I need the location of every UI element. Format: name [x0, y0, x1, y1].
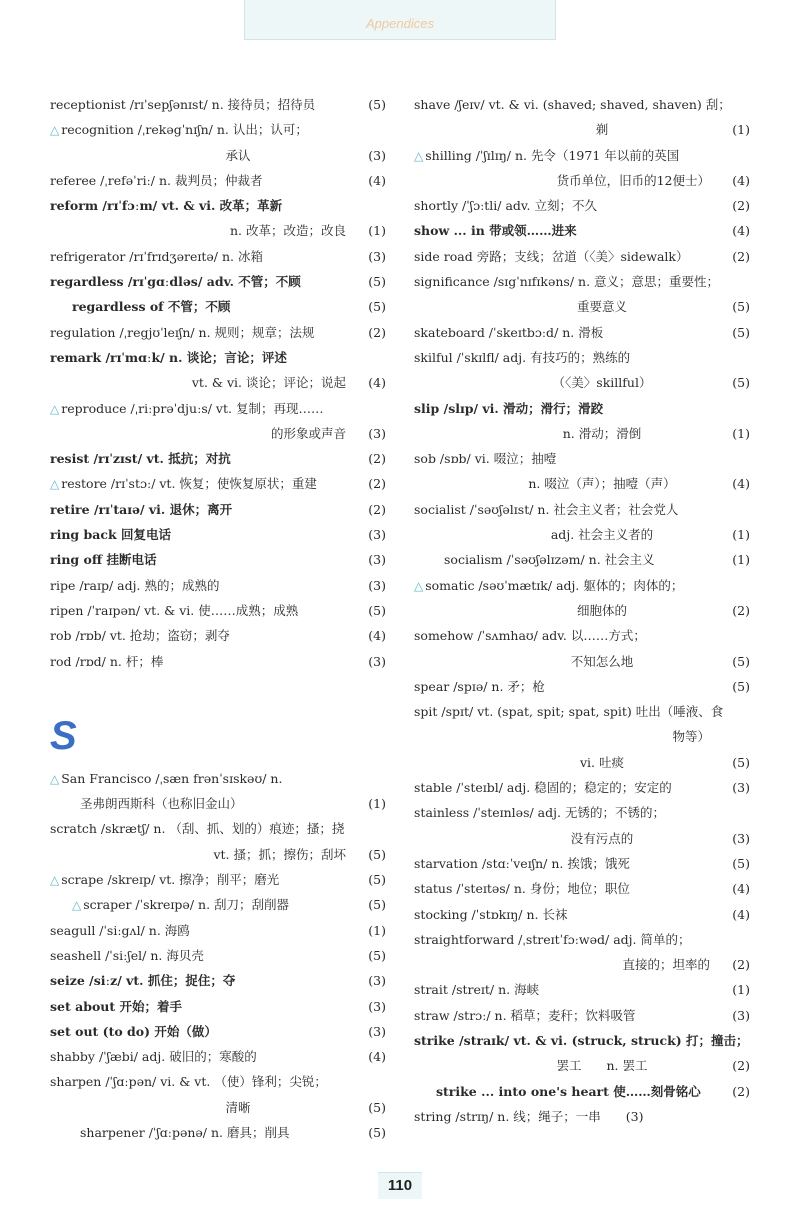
glossary-line	[414, 598, 750, 623]
glossary-line	[414, 750, 750, 775]
unit-number: (2)	[732, 602, 750, 618]
glossary-line	[50, 471, 386, 496]
glossary-entry-text: scrape /skreɪp/ vt. 擦净；削平；磨光	[61, 872, 280, 888]
glossary-entry-text: restore /rɪˈstɔː/ vt. 恢复；使恢复原状；重建	[61, 476, 317, 492]
glossary-line	[414, 345, 750, 370]
glossary-line	[414, 320, 750, 345]
glossary-entry-text: reform /rɪˈfɔːm/ vt. & vi. 改革；革新	[50, 198, 283, 214]
glossary-entry-text: stable /ˈsteɪbl/ adj. 稳固的；稳定的；安定的	[414, 780, 672, 796]
unit-number: (5)	[732, 299, 750, 315]
unit-number: (2)	[368, 476, 386, 492]
glossary-line	[50, 943, 386, 968]
glossary-entry-text: 直接的；坦率的	[622, 957, 710, 973]
glossary-entry-text: regardless /rɪˈgɑːdləs/ adv. 不管；不顾	[50, 274, 301, 290]
unit-number: (3)	[732, 830, 750, 846]
glossary-line	[414, 193, 750, 218]
glossary-line	[50, 791, 386, 816]
glossary-entry-text: socialism /ˈsəʊʃəlɪzəm/ n. 社会主义	[444, 552, 655, 568]
glossary-line	[414, 902, 750, 927]
glossary-line	[50, 1069, 386, 1094]
glossary-line	[414, 952, 750, 977]
left-column	[50, 92, 386, 1145]
glossary-entry-text: seize /siːz/ vt. 抓住；捉住；夺	[50, 973, 236, 989]
section-letter-text: S	[50, 713, 77, 758]
glossary-entry-text: n. 改革；改造；改良	[230, 223, 346, 239]
glossary-entry-text: ring off 挂断电话	[50, 552, 157, 568]
unit-number: (1)	[732, 122, 750, 138]
glossary-line	[50, 816, 386, 841]
glossary-line	[414, 623, 750, 648]
triangle-marker-icon: △	[50, 401, 60, 416]
glossary-line	[50, 1095, 386, 1120]
glossary-line	[414, 547, 750, 572]
glossary-line	[50, 218, 386, 243]
unit-number: (5)	[368, 97, 386, 112]
unit-number: (1)	[732, 527, 750, 543]
glossary-entry-text: 承认	[225, 147, 251, 163]
glossary-entry-text: shilling /ˈʃɪlɪŋ/ n. 先令（1971 年以前的英国	[425, 147, 680, 163]
glossary-entry-text: strike ... into one's heart 使……刻骨铭心	[436, 1083, 701, 1099]
unit-number: (5)	[368, 299, 386, 315]
right-column	[414, 92, 750, 1129]
glossary-line	[50, 294, 386, 319]
glossary-line	[50, 598, 386, 623]
glossary-line	[414, 927, 750, 952]
glossary-line	[50, 892, 386, 917]
unit-number: (4)	[368, 628, 386, 644]
glossary-entry-text: regardless of 不管；不顾	[72, 299, 231, 315]
glossary-line	[50, 345, 386, 370]
unit-number: (3)	[368, 248, 386, 264]
triangle-marker-icon: △	[50, 123, 60, 138]
unit-number: (3)	[368, 1023, 386, 1039]
glossary-line	[50, 370, 386, 395]
glossary-entry-text: referee /ˌrefəˈriː/ n. 裁判员；仲裁者	[50, 172, 263, 188]
glossary-line	[414, 674, 750, 699]
glossary-entry-text: sharpen /ˈʃɑːpən/ vi. & vt. （使）锋利；尖锐；	[50, 1074, 327, 1090]
glossary-entry-text: rod /rɒd/ n. 杆；棒	[50, 653, 164, 669]
glossary-line	[50, 522, 386, 547]
unit-number: (2)	[732, 1083, 750, 1099]
unit-number: (1)	[732, 982, 750, 998]
glossary-line	[414, 522, 750, 547]
glossary-line	[50, 918, 386, 943]
glossary-entry-text: vt. & vi. 谈论；评论；说起	[191, 375, 346, 391]
glossary-entry-text: scratch /skrætʃ/ n. （刮、抓、划的）痕迹；搔；挠	[50, 821, 345, 837]
header-label: Appendices	[366, 16, 434, 31]
unit-number: (1)	[732, 425, 750, 441]
glossary-entry-text: spit /spɪt/ vt. (spat, spit; spat, spit) 吐出（唾液、食	[414, 704, 724, 720]
glossary-line	[414, 800, 750, 825]
glossary-entry-text: straw /strɔː/ n. 稻草；麦秆；饮料吸管	[414, 1007, 636, 1023]
glossary-entry-text: set out (to do) 开始（做）	[50, 1023, 217, 1039]
glossary-line	[414, 143, 750, 168]
glossary-entry-text: San Francisco /ˌsæn frənˈsɪskəʊ/ n.	[61, 770, 283, 786]
unit-number: (1)	[732, 552, 750, 568]
glossary-entry-text: vi. 吐痰	[579, 754, 624, 770]
glossary-entry-text: 清晰	[225, 1099, 251, 1115]
unit-number: (5)	[368, 274, 386, 290]
triangle-marker-icon: △	[72, 898, 82, 913]
unit-number: (1)	[368, 223, 386, 239]
glossary-line	[50, 842, 386, 867]
glossary-entry-text: remark /rɪˈmɑːk/ n. 谈论；言论；评述	[50, 349, 287, 365]
unit-number: (3)	[732, 780, 750, 796]
glossary-entry-text: skilful /ˈskɪlfl/ adj. 有技巧的；熟练的	[414, 349, 631, 365]
glossary-line	[50, 867, 386, 892]
glossary-line	[414, 977, 750, 1002]
glossary-line	[414, 370, 750, 395]
glossary-line	[50, 547, 386, 572]
glossary-entry-text: sob /sɒb/ vi. 啜泣；抽噎	[414, 451, 557, 467]
glossary-line	[50, 168, 386, 193]
unit-number: (5)	[732, 324, 750, 340]
glossary-line	[50, 1044, 386, 1069]
unit-number: (1)	[368, 796, 386, 812]
glossary-entry-text: n. 啜泣（声）；抽噎（声）	[528, 476, 676, 492]
glossary-entry-text: somatic /səʊˈmætɪk/ adj. 躯体的；肉体的；	[425, 577, 684, 593]
glossary-entry-text: shabby /ˈʃæbi/ adj. 破旧的；寒酸的	[50, 1049, 257, 1065]
unit-number: (4)	[732, 476, 750, 492]
unit-number: (2)	[732, 198, 750, 214]
glossary-line	[414, 294, 750, 319]
glossary-line	[414, 649, 750, 674]
unit-number: (2)	[732, 957, 750, 973]
glossary-line	[50, 320, 386, 345]
glossary-entry-text: somehow /ˈsʌmhaʊ/ adv. 以……方式；	[414, 628, 646, 644]
glossary-line	[414, 699, 750, 724]
glossary-entry-text: 货币单位，旧币的12便士）	[556, 172, 710, 188]
glossary-entry-text: 物等）	[672, 729, 710, 745]
glossary-entry-text: sharpener /ˈʃɑːpənə/ n. 磨具；削具	[80, 1124, 290, 1140]
unit-number: (2)	[368, 324, 386, 340]
glossary-line	[414, 826, 750, 851]
glossary-entry-text: string /strɪŋ/ n. 线；绳子；一串 (3)	[414, 1108, 644, 1124]
unit-number: (2)	[732, 248, 750, 264]
unit-number: (3)	[368, 998, 386, 1014]
unit-number: (4)	[732, 906, 750, 922]
triangle-marker-icon: △	[414, 578, 424, 593]
unit-number: (3)	[368, 425, 386, 441]
unit-number: (5)	[368, 1099, 386, 1115]
glossary-line	[414, 471, 750, 496]
glossary-line	[50, 117, 386, 142]
unit-number: (3)	[368, 147, 386, 163]
glossary-entry-text: 的形象或声音	[270, 425, 346, 441]
unit-number: (5)	[368, 1124, 386, 1140]
glossary-entry-text: socialist /ˈsəʊʃəlɪst/ n. 社会主义者；社会党人	[414, 501, 679, 517]
glossary-entry-text: significance /sɪgˈnɪfɪkəns/ n. 意义；意思；重要性；	[414, 274, 720, 290]
glossary-entry-text: adj. 社会主义者的	[550, 527, 654, 543]
glossary-line	[50, 143, 386, 168]
glossary-entry-text: reproduce /ˌriːprəˈdjuːs/ vt. 复制；再现……	[61, 400, 324, 416]
glossary-entry-text: shave /ʃeɪv/ vt. & vi. (shaved; shaved, shaven) 刮；	[414, 97, 731, 112]
glossary-entry-text: （〈美〉skillful）	[552, 375, 652, 391]
glossary-entry-text: seagull /ˈsiːgʌl/ n. 海鸥	[50, 922, 190, 938]
glossary-line	[50, 623, 386, 648]
glossary-entry-text: recognition /ˌrekəgˈnɪʃn/ n. 认出；认可；	[61, 122, 308, 138]
glossary-entry-text: refrigerator /rɪˈfrɪdʒəreɪtə/ n. 冰箱	[50, 248, 263, 264]
glossary-entry-text: n. 滑动；滑倒	[562, 425, 642, 441]
glossary-line	[414, 396, 750, 421]
unit-number: (2)	[368, 451, 386, 467]
unit-number: (4)	[368, 1049, 386, 1065]
glossary-entry-text: ripe /raɪp/ adj. 熟的；成熟的	[50, 577, 220, 593]
glossary-entry-text: strait /streɪt/ n. 海峡	[414, 982, 540, 998]
glossary-line	[414, 168, 750, 193]
glossary-entry-text: 罢工 n. 罢工	[556, 1058, 648, 1074]
unit-number: (5)	[732, 375, 750, 391]
glossary-line	[414, 497, 750, 522]
triangle-marker-icon: △	[50, 771, 60, 786]
triangle-marker-icon: △	[50, 873, 60, 888]
glossary-line	[50, 92, 386, 117]
glossary-line	[414, 1053, 750, 1078]
glossary-line	[50, 497, 386, 522]
unit-number: (3)	[368, 577, 386, 593]
glossary-entry-text: ring back 回复电话	[50, 527, 171, 543]
unit-number: (5)	[732, 653, 750, 669]
glossary-line	[414, 876, 750, 901]
glossary-entry-text: side road 旁路；支线；岔道（〈美〉sidewalk）	[414, 248, 689, 264]
unit-number: (3)	[368, 527, 386, 543]
glossary-line	[50, 446, 386, 471]
glossary-entry-text: regulation /ˌregjʊˈleɪʃn/ n. 规则；规章；法规	[50, 324, 315, 340]
glossary-entry-text: status /ˈsteɪtəs/ n. 身份；地位；职位	[414, 881, 630, 897]
unit-number: (5)	[368, 602, 386, 618]
unit-number: (3)	[368, 973, 386, 989]
glossary-line	[50, 244, 386, 269]
glossary-line	[50, 269, 386, 294]
glossary-line	[414, 1104, 750, 1129]
glossary-line	[50, 766, 386, 791]
unit-number: (3)	[368, 552, 386, 568]
glossary-line	[50, 573, 386, 598]
glossary-entry-text: 细胞体的	[576, 602, 627, 618]
unit-number: (4)	[732, 223, 750, 239]
unit-number: (5)	[732, 855, 750, 871]
glossary-entry-text: stocking /ˈstɒkɪŋ/ n. 长袜	[414, 906, 568, 922]
glossary-line	[414, 92, 750, 117]
glossary-entry-text: 没有污点的	[570, 830, 634, 846]
unit-number: (3)	[368, 653, 386, 669]
glossary-line	[414, 269, 750, 294]
triangle-marker-icon: △	[414, 148, 424, 163]
section-gap	[50, 674, 386, 696]
glossary-entry-text: shortly /ˈʃɔːtli/ adv. 立刻；不久	[414, 198, 597, 214]
glossary-line	[414, 851, 750, 876]
glossary-entry-text: 圣弗朗西斯科（也称旧金山）	[80, 796, 243, 812]
glossary-line	[414, 1079, 750, 1104]
glossary-entry-text: seashell /ˈsiːʃel/ n. 海贝壳	[50, 947, 204, 963]
glossary-line	[50, 649, 386, 674]
glossary-entry-text: ripen /ˈraɪpən/ vt. & vi. 使……成熟；成熟	[50, 602, 299, 618]
glossary-entry-text: show ... in 带或领……进来	[414, 223, 577, 239]
unit-number: (5)	[368, 897, 386, 913]
glossary-line	[414, 244, 750, 269]
unit-number: (1)	[368, 922, 386, 938]
page-number: 110	[378, 1172, 422, 1199]
unit-number: (3)	[732, 1007, 750, 1023]
unit-number: (5)	[732, 678, 750, 694]
section-letter	[50, 696, 386, 766]
glossary-entry-text: spear /spɪə/ n. 矛；枪	[414, 678, 545, 694]
glossary-line	[414, 218, 750, 243]
glossary-line	[414, 775, 750, 800]
glossary-line	[50, 968, 386, 993]
unit-number: (5)	[368, 947, 386, 963]
glossary-entry-text: slip /slɪp/ vi. 滑动；滑行；滑跤	[414, 400, 604, 416]
glossary-line	[414, 421, 750, 446]
unit-number: (2)	[732, 1058, 750, 1074]
glossary-entry-text: starvation /stɑːˈveɪʃn/ n. 挨饿；饿死	[414, 855, 630, 871]
glossary-line	[50, 1120, 386, 1145]
unit-number: (4)	[732, 881, 750, 897]
unit-number: (5)	[368, 872, 386, 888]
unit-number: (5)	[732, 754, 750, 770]
glossary-line	[50, 421, 386, 446]
glossary-line	[50, 193, 386, 218]
unit-number: (4)	[732, 172, 750, 188]
glossary-entry-text: set about 开始；着手	[50, 998, 183, 1014]
glossary-entry-text: vt. 搔；抓；擦伤；刮坏	[213, 846, 346, 862]
glossary-entry-text: straightforward /ˌstreɪtˈfɔːwəd/ adj. 简单的；	[414, 931, 691, 947]
glossary-entry-text: skateboard /ˈskeɪtbɔːd/ n. 滑板	[414, 324, 604, 340]
glossary-entry-text: 剃	[595, 122, 609, 138]
glossary-line	[414, 724, 750, 749]
triangle-marker-icon: △	[50, 477, 60, 492]
glossary-entry-text: 不知怎么地	[570, 653, 634, 669]
header-tab	[244, 0, 556, 40]
glossary-entry-text: resist /rɪˈzɪst/ vt. 抵抗；对抗	[50, 451, 231, 467]
glossary-entry-text: receptionist /rɪˈsepʃənɪst/ n. 接待员；招待员	[50, 97, 316, 112]
glossary-entry-text: 重要意义	[576, 299, 627, 315]
glossary-entry-text: stainless /ˈsteɪnləs/ adj. 无锈的；不锈的；	[414, 805, 665, 821]
glossary-line	[414, 1028, 750, 1053]
glossary-line	[50, 1019, 386, 1044]
glossary-line	[50, 396, 386, 421]
glossary-entry-text: retire /rɪˈtaɪə/ vi. 退休；离开	[50, 501, 233, 517]
glossary-entry-text: scraper /ˈskreɪpə/ n. 刮刀；刮削器	[83, 897, 290, 913]
glossary-line	[50, 994, 386, 1019]
unit-number: (4)	[368, 172, 386, 188]
glossary-line	[414, 1003, 750, 1028]
unit-number: (5)	[368, 846, 386, 862]
glossary-line	[414, 446, 750, 471]
glossary-line	[414, 117, 750, 142]
unit-number: (2)	[368, 501, 386, 517]
glossary-entry-text: rob /rɒb/ vt. 抢劫；盗窃；剥夺	[50, 628, 230, 644]
glossary-entry-text: strike /straɪk/ vt. & vi. (struck, struck) 打；撞击；	[414, 1032, 749, 1048]
glossary-line	[414, 573, 750, 598]
unit-number: (4)	[368, 375, 386, 391]
